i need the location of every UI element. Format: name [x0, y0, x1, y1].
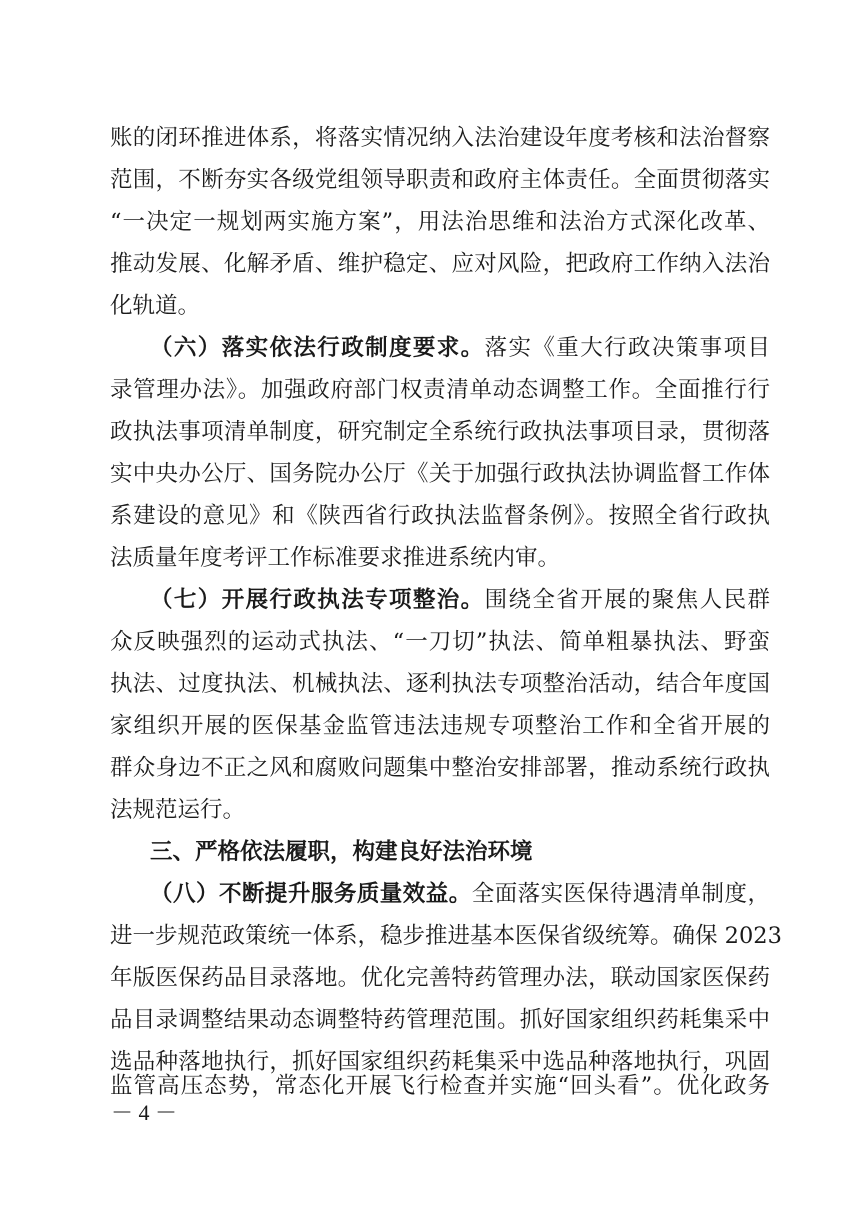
body-line: 品目录调整结果动态调整特药管理范围。抓好国家组织药耗集采中 — [110, 1007, 770, 1033]
body-line: 化轨道。 — [110, 293, 201, 319]
body-line: 系建设的意见》和《陕西省行政执法监督条例》。按照全省行政执 — [110, 503, 770, 529]
body-line: 录管理办法》。加强政府部门权责清单动态调整工作。全面推行行 — [110, 377, 770, 403]
body-line: 法质量年度考评工作标准要求推进系统内审。 — [110, 545, 561, 571]
body-line: 选品种落地执行，抓好国家组织药耗集采中选品种落地执行，巩固 — [110, 1049, 770, 1075]
body-line: 账的闭环推进体系，将落实情况纳入法治建设年度考核和法治督察 — [110, 125, 770, 151]
paragraph-heading: （六）落实依法行政制度要求。 — [150, 335, 485, 361]
paragraph-heading: （八）不断提升服务质量效益。 — [150, 881, 472, 907]
body-line: “一决定一规划两实施方案”，用法治思维和法治方式深化改革、 — [110, 209, 770, 235]
body-line: 监管高压态势，常态化开展飞行检查并实施“回头看”。优化政务 — [110, 1073, 770, 1099]
paragraph-first-line — [150, 872, 770, 916]
body-line: 法规范运行。 — [110, 797, 246, 823]
body-line: 执法、过度执法、机械执法、逐利执法专项整治活动，结合年度国 — [110, 671, 770, 697]
body-text: 围绕全省开展的聚焦人民群 — [484, 587, 770, 613]
section-heading: 三、严格依法履职，构建良好法治环境 — [150, 839, 533, 865]
body-text: 全面落实医保待遇清单制度， — [471, 881, 770, 907]
body-line: 众反映强烈的运动式执法、“一刀切”执法、简单粗暴执法、野蛮 — [110, 629, 770, 655]
body-line: 家组织开展的医保基金监管违法违规专项整治工作和全省开展的 — [110, 713, 770, 739]
body-line: 年版医保药品目录落地。优化完善特药管理办法，联动国家医保药 — [110, 965, 770, 991]
body-line: 推动发展、化解矛盾、维护稳定、应对风险，把政府工作纳入法治 — [110, 251, 770, 277]
body-line: 群众身边不正之风和腐败问题集中整治安排部署，推动系统行政执 — [110, 755, 770, 781]
page-number: － 4 － — [111, 1100, 178, 1125]
paragraph-heading: （七）开展行政执法专项整治。 — [150, 587, 485, 613]
body-line: 政执法事项清单制度，研究制定全系统行政执法事项目录，贯彻落 — [110, 419, 770, 445]
body-line: 进一步规范政策统一体系，稳步推进基本医保省级统筹。确保 2023 — [110, 923, 782, 949]
paragraph-first-line — [150, 578, 770, 622]
paragraph-first-line — [150, 326, 770, 370]
body-line: 范围，不断夯实各级党组领导职责和政府主体责任。全面贯彻落实 — [110, 167, 770, 193]
body-line: 实中央办公厅、国务院办公厅《关于加强行政执法协调监督工作体 — [110, 461, 770, 487]
body-text: 落实《重大行政决策事项目 — [484, 335, 770, 361]
